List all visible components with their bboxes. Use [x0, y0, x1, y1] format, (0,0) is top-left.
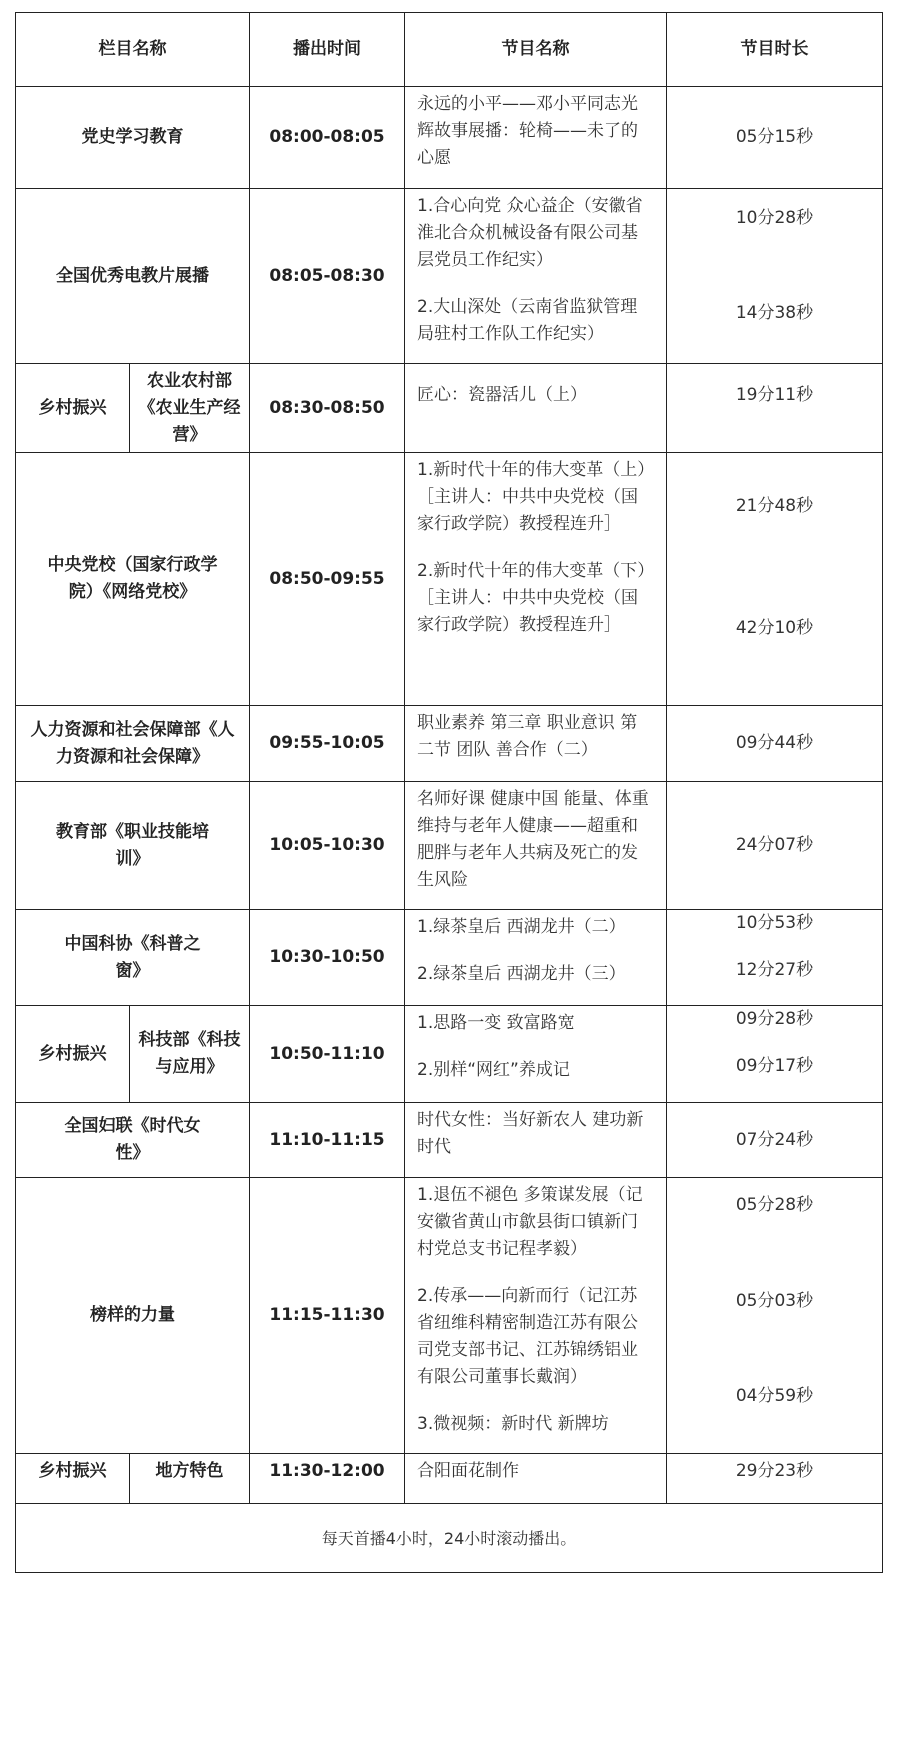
duration-cell: [667, 706, 883, 782]
column-name: 榜样的力量: [16, 1178, 250, 1454]
table-row: [16, 706, 883, 782]
header-duration: 节目时长: [667, 13, 883, 87]
program-name: 1.合心向党 众心益企（安徽省淮北合众机械设备有限公司基层党员工作纪实）: [417, 196, 643, 270]
column-name-sub: 农业农村部《农业生产经营》: [130, 364, 250, 453]
program-cell: [405, 1006, 667, 1103]
duration-cell: [667, 782, 883, 910]
duration: 21分48秒: [735, 496, 814, 516]
program-name: 2.传承——向新而行（记江苏省纽维科精密制造江苏有限公司党支部书记、江苏锦绣铝业有限公司董事长戴润）: [417, 1286, 638, 1387]
program-name: 2.别样“网红”养成记: [417, 1060, 570, 1080]
footer-note: 每天首播4小时，24小时滚动播出。: [16, 1504, 883, 1573]
program-cell: [405, 910, 667, 1006]
column-name-main: 乡村振兴: [16, 1454, 130, 1504]
duration-cell: [667, 189, 883, 364]
duration-cell: [667, 364, 883, 453]
program-name: 2.大山深处（云南省监狱管理局驻村工作队工作纪实）: [417, 297, 638, 344]
program-name: 时代女性：当好新农人 建功新时代: [417, 1110, 644, 1157]
table-row: [16, 1454, 883, 1504]
program-cell: [405, 1454, 667, 1504]
table-row: [16, 1006, 883, 1103]
air-time: 08:30-08:50: [250, 364, 405, 453]
program-name: 1.绿茶皇后 西湖龙井（二）: [417, 917, 626, 937]
duration: 24分07秒: [735, 835, 814, 855]
duration: 29分23秒: [735, 1461, 814, 1481]
duration: 09分44秒: [735, 733, 814, 753]
program-cell: [405, 706, 667, 782]
table-row: [16, 1103, 883, 1178]
duration: 10分28秒: [735, 208, 814, 228]
program-name: 合阳面花制作: [417, 1461, 519, 1481]
air-time: 08:05-08:30: [250, 189, 405, 364]
air-time: 09:55-10:05: [250, 706, 405, 782]
air-time: 11:10-11:15: [250, 1103, 405, 1178]
program-name: 职业素养 第三章 职业意识 第二节 团队 善合作（二）: [417, 713, 638, 760]
program-name: 匠心：瓷器活儿（上）: [417, 385, 587, 405]
air-time: 08:50-09:55: [250, 453, 405, 706]
header-row: [16, 13, 883, 87]
schedule-table: [15, 12, 883, 1573]
duration: 42分10秒: [735, 618, 814, 638]
duration-cell: [667, 1178, 883, 1454]
duration: 14分38秒: [735, 303, 814, 323]
table-row: [16, 364, 883, 453]
duration: 09分28秒: [735, 1009, 814, 1029]
column-name-main: 乡村振兴: [16, 1006, 130, 1103]
duration-cell: [667, 910, 883, 1006]
air-time: 10:05-10:30: [250, 782, 405, 910]
column-name: 教育部《职业技能培训》: [16, 782, 250, 910]
duration: 04分59秒: [735, 1386, 814, 1406]
header-program-name: 节目名称: [405, 13, 667, 87]
duration: 05分03秒: [735, 1291, 814, 1311]
program-name: 1.思路一变 致富路宽: [417, 1013, 575, 1033]
column-name: 党史学习教育: [16, 87, 250, 189]
column-name: 中央党校（国家行政学院）《网络党校》: [16, 453, 250, 706]
duration: 05分15秒: [735, 127, 814, 147]
duration: 12分27秒: [735, 960, 814, 980]
program-name: 3.微视频：新时代 新牌坊: [417, 1414, 609, 1434]
column-name-main: 乡村振兴: [16, 364, 130, 453]
column-name: 全国优秀电教片展播: [16, 189, 250, 364]
header-column-name: 栏目名称: [16, 13, 250, 87]
table-row: [16, 782, 883, 910]
program-name: 2.绿茶皇后 西湖龙井（三）: [417, 964, 626, 984]
air-time: 11:30-12:00: [250, 1454, 405, 1504]
duration-cell: [667, 1006, 883, 1103]
program-name: 1.退伍不褪色 多策谋发展（记安徽省黄山市歙县街口镇新门村党总支书记程孝毅）: [417, 1185, 643, 1259]
program-cell: [405, 87, 667, 189]
header-air-time: 播出时间: [250, 13, 405, 87]
program-name: 2.新时代十年的伟大变革（下）［主讲人：中共中央党校（国家行政学院）教授程连升］: [417, 561, 646, 635]
air-time: 10:50-11:10: [250, 1006, 405, 1103]
program-cell: [405, 1103, 667, 1178]
duration-cell: [667, 1103, 883, 1178]
program-cell: [405, 782, 667, 910]
duration-cell: [667, 453, 883, 706]
program-cell: [405, 453, 667, 706]
footer-row: [16, 1504, 883, 1573]
duration: 05分28秒: [735, 1195, 814, 1215]
table-row: [16, 87, 883, 189]
program-cell: [405, 1178, 667, 1454]
air-time: 10:30-10:50: [250, 910, 405, 1006]
program-cell: [405, 189, 667, 364]
table-row: [16, 453, 883, 706]
air-time: 08:00-08:05: [250, 87, 405, 189]
duration: 07分24秒: [735, 1129, 814, 1150]
column-name: 中国科协《科普之窗》: [16, 910, 250, 1006]
column-name: 人力资源和社会保障部《人力资源和社会保障》: [16, 706, 250, 782]
program-name: 永远的小平——邓小平同志光辉故事展播：轮椅——未了的心愿: [417, 94, 638, 168]
duration: 09分17秒: [735, 1056, 814, 1076]
duration: 10分53秒: [735, 913, 814, 933]
table-row: [16, 910, 883, 1006]
table-row: [16, 1178, 883, 1454]
program-cell: [405, 364, 667, 453]
program-name: 1.新时代十年的伟大变革（上）［主讲人：中共中央党校（国家行政学院）教授程连升］: [417, 460, 646, 534]
column-name: 全国妇联《时代女性》: [16, 1103, 250, 1178]
table-row: [16, 189, 883, 364]
program-name: 名师好课 健康中国 能量、体重维持与老年人健康——超重和肥胖与老年人共病及死亡的发生风险: [417, 789, 649, 890]
duration: 19分11秒: [735, 385, 814, 405]
column-name-sub: 科技部《科技与应用》: [130, 1006, 250, 1103]
air-time: 11:15-11:30: [250, 1178, 405, 1454]
duration-cell: [667, 1454, 883, 1504]
column-name-sub: 地方特色: [130, 1454, 250, 1504]
duration-cell: [667, 87, 883, 189]
